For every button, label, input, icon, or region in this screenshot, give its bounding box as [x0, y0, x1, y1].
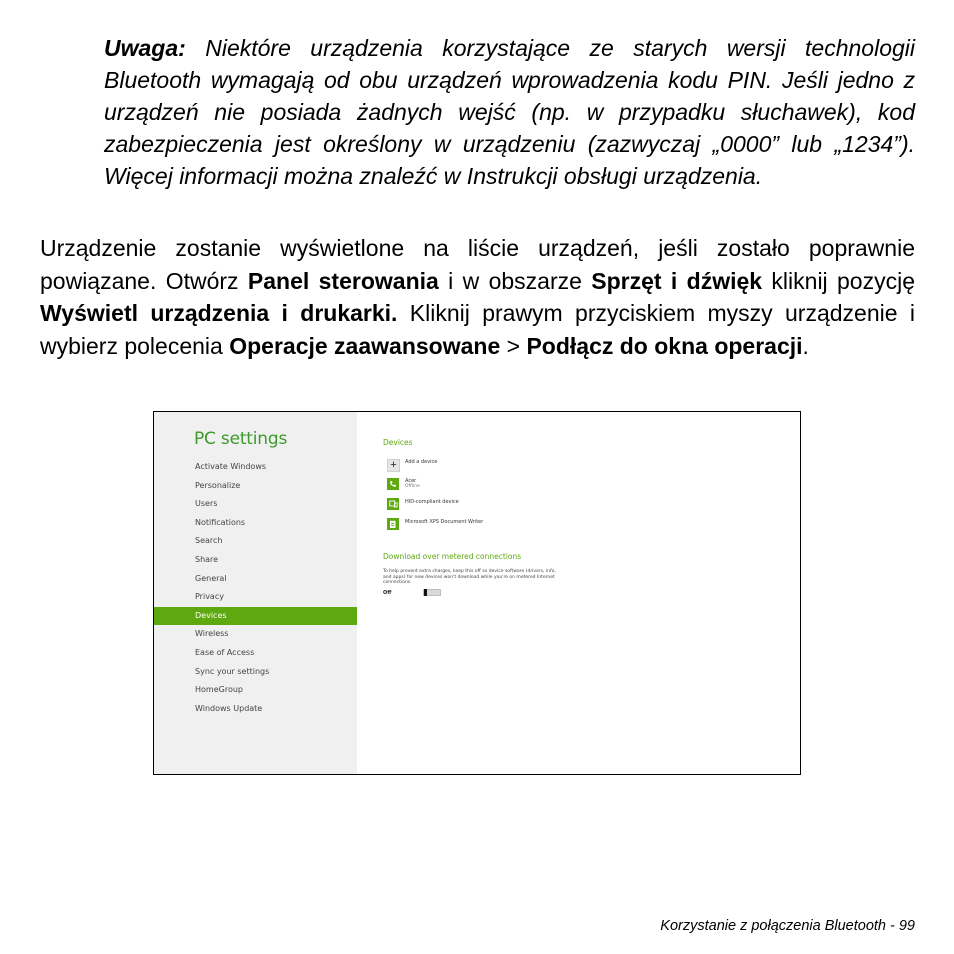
para-text-2: i w obszarze — [438, 267, 592, 294]
add-device-label: Add a device — [405, 459, 438, 465]
sidebar-item-sync-your-settings[interactable]: Sync your settings — [195, 666, 270, 676]
instructions-paragraph — [40, 232, 915, 362]
note-text: Niektóre urządzenia korzystające ze starych wersji technologii Bluetooth wymagają od obu urządzeń wprowadzenia kodu PIN. Jeśli jedno z urządzeń nie posiada żadnych wejść (np. w przypadku słuchawek), kod zabezpieczenia jest określony w urządzeniu (zazwyczaj „0000” lub „1234”). Więcej informacji można znaleźć w Instrukcji obsługi urządzenia. — [104, 35, 915, 189]
metered-toggle[interactable] — [423, 589, 441, 596]
para-text-6: . — [802, 332, 809, 359]
para-text-3: kliknij pozycję — [762, 267, 916, 294]
plus-icon: + — [387, 459, 400, 472]
phone-icon — [387, 478, 399, 490]
para-text-5: > — [500, 332, 527, 359]
device-name: HID-compliant device — [405, 499, 459, 505]
pc-settings-screenshot — [153, 411, 801, 775]
para-bold-view-devices: Wyświetl urządzenia i drukarki. — [40, 300, 398, 326]
para-bold-hardware-sound: Sprzęt i dźwięk — [591, 267, 763, 294]
sidebar-item-devices[interactable]: Devices — [154, 607, 357, 626]
toggle-state-label: Off — [383, 590, 392, 596]
settings-main — [383, 412, 783, 774]
device-name: Acer — [405, 478, 417, 484]
sidebar-item-ease-of-access[interactable]: Ease of Access — [195, 647, 255, 657]
metered-description: To help prevent extra charges, keep this off so device software (drivers, info, and apps) for new devices won't download while you're on metered Internet connections. — [383, 569, 556, 586]
para-bold-connect-operations: Podłącz do okna operacji — [526, 332, 803, 359]
sidebar-list — [154, 458, 357, 718]
sidebar-item-share[interactable]: Share — [195, 554, 219, 564]
metered-section-title: Download over metered connections — [383, 552, 522, 561]
device-name: Microsoft XPS Document Writer — [405, 519, 484, 525]
para-bold-advanced-operations: Operacje zaawansowane — [229, 332, 501, 359]
para-text-4: Kliknij prawym przyciskiem myszy urządzenie i wybierz polecenia — [40, 300, 915, 359]
hid-device-icon — [387, 498, 399, 510]
sidebar-item-notifications[interactable]: Notifications — [195, 517, 246, 527]
sidebar-title: PC settings — [194, 429, 288, 449]
sidebar-item-users[interactable]: Users — [195, 499, 218, 509]
sidebar-item-windows-update[interactable]: Windows Update — [195, 703, 263, 713]
sidebar-item-activate-windows[interactable]: Activate Windows — [195, 462, 267, 471]
sidebar-item-general[interactable]: General — [195, 573, 227, 583]
settings-sidebar — [154, 412, 357, 774]
sidebar-item-search[interactable]: Search — [195, 536, 223, 546]
sidebar-item-wireless[interactable]: Wireless — [195, 629, 229, 639]
sidebar-item-homegroup[interactable]: HomeGroup — [195, 685, 243, 695]
note-paragraph — [104, 32, 915, 192]
devices-section-title: Devices — [383, 438, 413, 447]
page-footer: Korzystanie z połączenia Bluetooth - 99 — [660, 918, 915, 934]
printer-icon — [387, 518, 399, 530]
para-bold-control-panel: Panel sterowania — [247, 267, 439, 294]
sidebar-item-personalize[interactable]: Personalize — [195, 480, 241, 490]
note-lead: Uwaga: — [104, 35, 186, 61]
para-text-1: Urządzenie zostanie wyświetlone na liście urządzeń, jeśli zostało poprawnie powiązane. Otwórz — [40, 235, 915, 294]
toggle-knob[interactable] — [424, 589, 427, 596]
sidebar-item-privacy[interactable]: Privacy — [195, 592, 224, 602]
device-status: Offline — [405, 484, 420, 489]
